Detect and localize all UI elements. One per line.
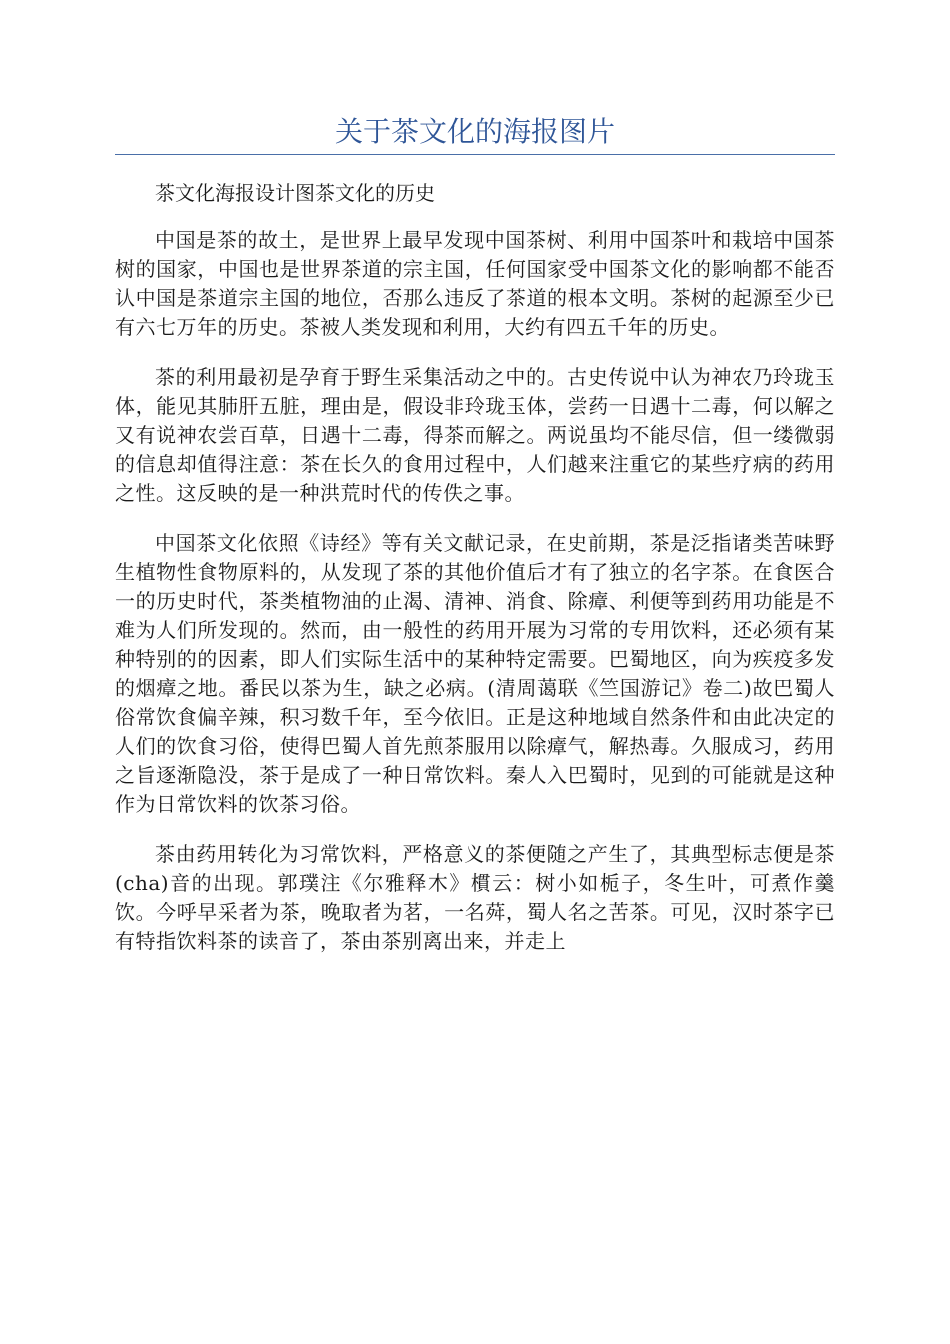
document-subtitle: 茶文化海报设计图茶文化的历史 [155, 181, 435, 205]
body-paragraph-3: 中国茶文化依照《诗经》等有关文献记录，在史前期，茶是泛指诸类苦味野生植物性食物原料的，从发现了茶的其他价值后才有了独立的名字茶。在食医合一的历史时代，茶类植物油的止渴、清神、消食、除瘴、利便等到药用功能是不难为人们所发现的。然而，由一般性的药用开展为习常的专用饮料，还必须有某种特别的的因素，即人们实际生活中的某种特定需要。巴蜀地区，向为疾疫多发的烟瘴之地。番民以茶为生，缺之必病。(清周蔼联《竺国游记》卷二)故巴蜀人俗常饮食偏辛辣，积习数千年，至今依旧。正是这种地域自然条件和由此决定的人们的饮食习俗，使得巴蜀人首先煎茶服用以除瘴气，解热毒。久服成习，药用之旨逐渐隐没，茶于是成了一种日常饮料。秦人入巴蜀时，见到的可能就是这种作为日常饮料的饮茶习俗。 [115, 531, 835, 816]
body-paragraph-4: 茶由药用转化为习常饮料，严格意义的茶便随之产生了，其典型标志便是茶(cha)音的出现。郭璞注《尔雅释木》樌云：树小如栀子，冬生叶，可煮作羹饮。今呼早采者为茶，晚取者为茗，一名荈，蜀人名之苦茶。可见，汉时茶字已有特指饮料茶的读音了，茶由茶别离出来，并走上 [115, 842, 835, 953]
page-title: 关于茶文化的海报图片 [334, 115, 615, 148]
document-body [115, 226, 835, 956]
body-paragraph-1: 中国是茶的故土，是世界上最早发现中国茶树、利用中国茶叶和栽培中国茶树的国家，中国也是世界茶道的宗主国，任何国家受中国茶文化的影响都不能否认中国是茶道宗主国的地位，否那么违反了茶道的根本文明。茶树的起源至少已有六七万年的历史。茶被人类发现和利用，大约有四五千年的历史。 [115, 228, 835, 339]
title-divider [115, 154, 835, 155]
body-paragraph-2: 茶的利用最初是孕育于野生采集活动之中的。古史传说中认为神农乃玲珑玉体，能见其肺肝五脏，理由是，假设非玲珑玉体，尝药一日遇十二毒，何以解之又有说神农尝百草，日遇十二毒，得茶而解之。两说虽均不能尽信，但一缕微弱的信息却值得注意：茶在长久的食用过程中，人们越来注重它的某些疗病的药用之性。这反映的是一种洪荒时代的传佚之事。 [115, 365, 835, 505]
